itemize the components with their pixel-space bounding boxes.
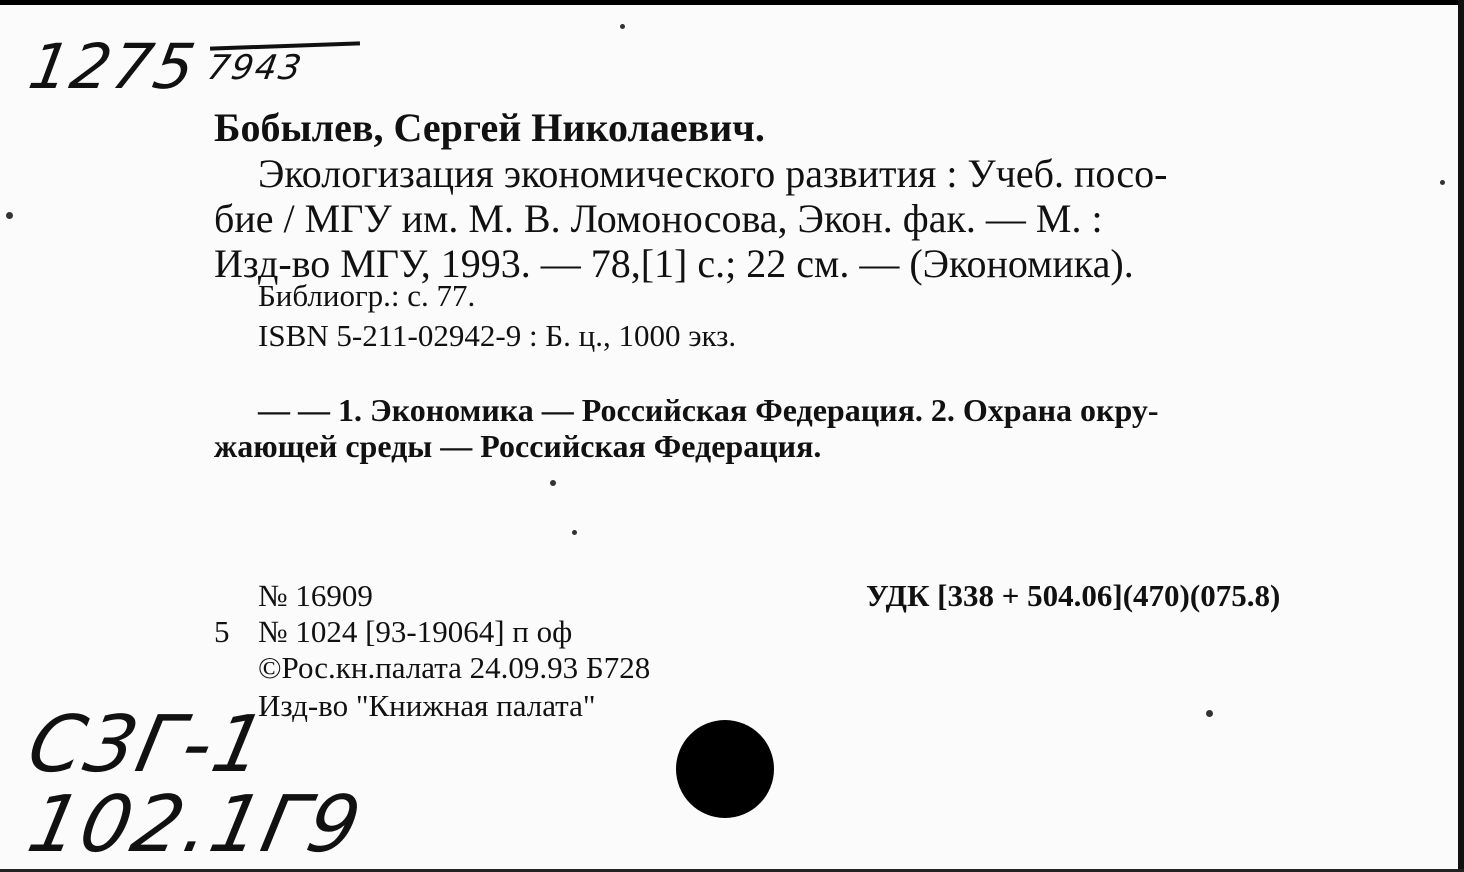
ink-speck: [1206, 710, 1213, 717]
card-top-edge: [0, 0, 1464, 5]
order-number: № 1024 [93-19064] п оф: [258, 614, 573, 649]
ink-speck: [572, 530, 577, 535]
copyright-line: ©Рос.кн.палата 24.09.93 Б728: [258, 650, 651, 685]
ink-speck: [550, 480, 556, 486]
handwritten-shelf-mark-1: С3Г-1: [20, 700, 275, 790]
handwritten-shelf-mark-2: 102.1Г9: [20, 780, 370, 870]
udk-classification: УДК [338 + 504.06](470)(075.8): [866, 578, 1281, 613]
author-heading: Бобылев, Сергей Николаевич.: [214, 105, 765, 150]
subject-line-2: жающей среды — Российская Федерация.: [214, 428, 822, 464]
card-count-prefix: 5: [214, 614, 230, 649]
ink-speck: [1440, 180, 1445, 185]
isbn-line: ISBN 5-211-02942-9 : Б. ц., 1000 экз.: [258, 318, 737, 353]
bibliography-note: Библиогр.: с. 77.: [258, 278, 476, 313]
punch-hole: [676, 720, 774, 818]
title-line-3: Изд-во МГУ, 1993. — 78,[1] с.; 22 см. — (Экономика).: [214, 241, 1134, 286]
record-number: № 16909: [258, 578, 373, 613]
title-line-1: Экологизация экономического развития : Учеб. посо-: [258, 151, 1168, 196]
handwritten-sub-number: 7943: [204, 48, 307, 88]
publisher-line: Изд-во "Книжная палата": [258, 688, 596, 723]
handwritten-call-number: 1275: [23, 30, 203, 103]
card-right-edge: [1458, 0, 1464, 872]
title-line-2: бие / МГУ им. М. В. Ломоносова, Экон. фак. — М. :: [214, 196, 1103, 241]
ink-speck: [6, 212, 13, 219]
ink-speck: [620, 24, 625, 29]
subject-line-1: — — 1. Экономика — Российская Федерация. 2. Охрана окру-: [258, 392, 1159, 428]
